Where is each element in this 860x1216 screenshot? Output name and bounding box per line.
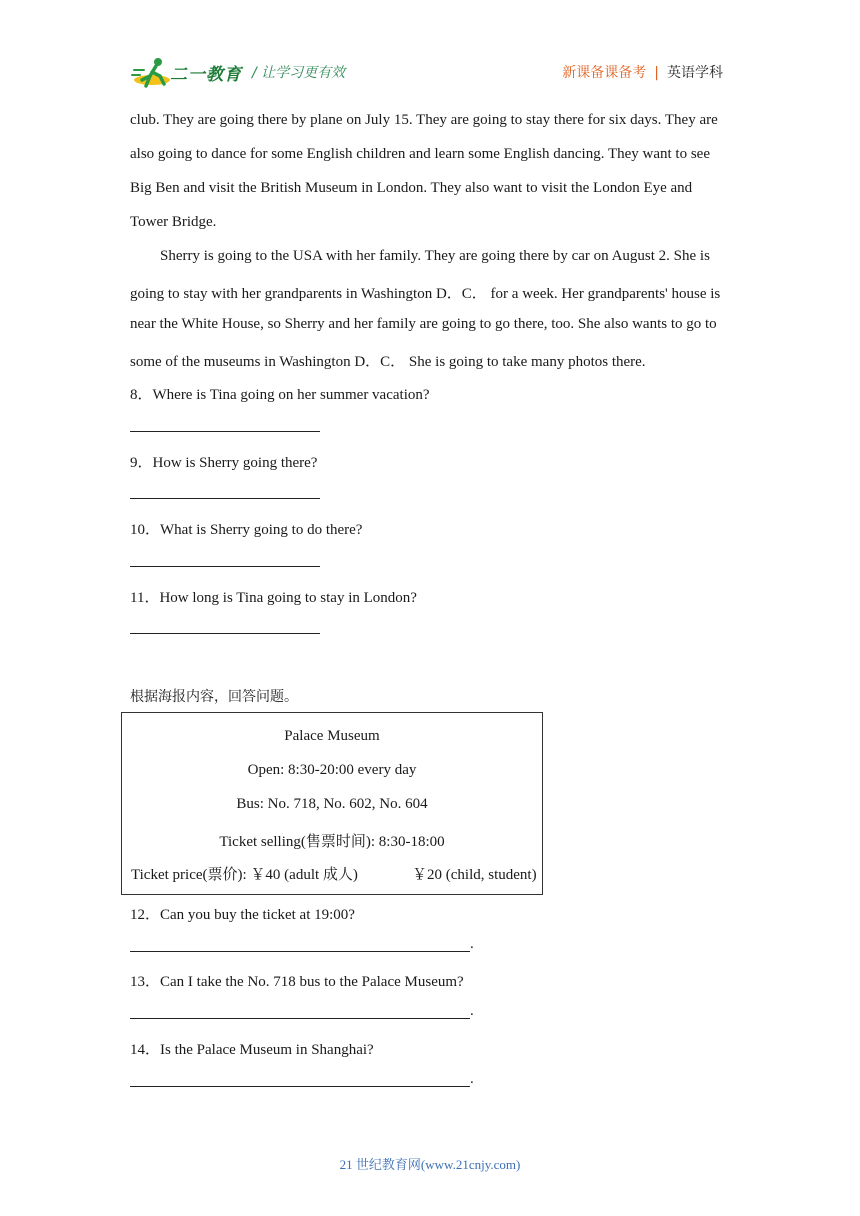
poster-ticket-selling: Ticket selling(售票时间): 8:30-18:00 [219, 834, 445, 850]
answer-line-9[interactable] [130, 498, 320, 499]
answer-line-8[interactable] [130, 431, 320, 432]
answer-line-13[interactable] [130, 1018, 470, 1019]
question-14: 14．Is the Palace Museum in Shanghai? [130, 1042, 374, 1058]
question-12: 12．Can you buy the ticket at 19:00? [130, 907, 355, 923]
passage-line: Big Ben and visit the British Museum in London. They also want to visit the London Eye and [130, 180, 693, 196]
poster-price-child: ￥20 (child, student) [412, 867, 537, 883]
poster-title: Palace Museum [284, 728, 380, 744]
question-13: 13．Can I take the No. 718 bus to the Palace Museum? [130, 974, 464, 990]
question-10: 10．What is Sherry going to do there? [130, 522, 363, 538]
passage-line: near the White House, so Sherry and her family are going to go there, too. She also wants to go to [130, 316, 717, 332]
poster-open-hours: Open: 8:30-20:00 every day [247, 762, 417, 778]
page-footer: 21 世纪教育网(www.21cnjy.com) [339, 1157, 521, 1172]
poster-bus: Bus: No. 718, No. 602, No. 604 [236, 796, 428, 812]
answer-line-14[interactable] [130, 1086, 470, 1087]
answer-period: . [470, 936, 474, 952]
question-8: 8．Where is Tina going on her summer vacation? [130, 387, 430, 403]
question-9: 9．How is Sherry going there? [130, 455, 318, 471]
passage-line: club. They are going there by plane on July 15. They are going to stay there for six days. They are [130, 112, 718, 128]
answer-period: . [470, 1071, 474, 1087]
answer-line-12[interactable] [130, 951, 470, 952]
page-header [0, 0, 860, 100]
header-tag-course: 新课备课备考 [562, 65, 647, 81]
passage-line: also going to dance for some English children and learn some English dancing. They want to see [130, 146, 710, 162]
passage-line: Sherry is going to the USA with her family. They are going there by car on August 2. She is [160, 248, 710, 264]
question-11: 11．How long is Tina going to stay in London? [130, 590, 417, 606]
header-separator: | [654, 65, 659, 81]
poster-box [121, 712, 543, 895]
passage-line: some of the museums in Washington D．C． She is going to take many photos there. [130, 354, 646, 370]
header-tag-subject: 英语学科 [667, 65, 723, 81]
answer-period: . [470, 1003, 474, 1019]
passage-line: going to stay with her grandparents in Washington D．C． for a week. Her grandparents' house is [130, 286, 721, 302]
answer-line-11[interactable] [130, 633, 320, 634]
section-instruction: 根据海报内容，回答问题。 [130, 689, 298, 705]
header-tags [562, 62, 723, 82]
passage-line: Tower Bridge. [130, 214, 217, 230]
answer-line-10[interactable] [130, 566, 320, 567]
slogan: / 让学习更有效 [252, 65, 346, 81]
brand-name: 二一教育 [170, 65, 242, 85]
poster-price-adult: Ticket price(票价): ￥40 (adult 成人) [131, 867, 358, 883]
